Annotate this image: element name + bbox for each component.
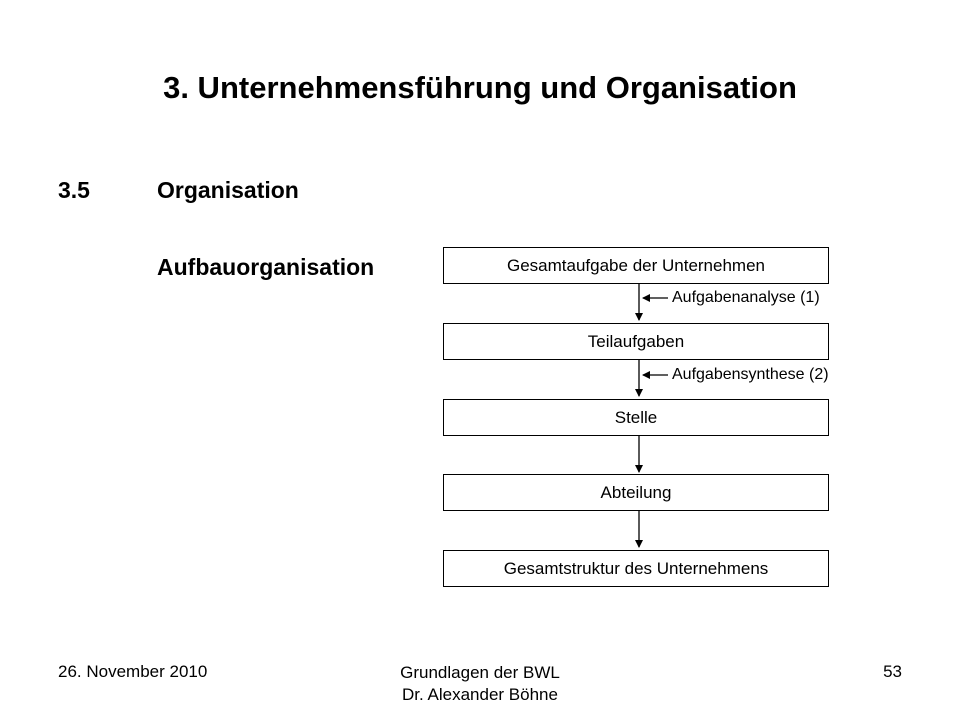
footer-page-number: 53 [883,662,902,681]
section-title: Organisation [157,177,299,203]
section-number: 3.5 [58,177,90,203]
annotation-aufgabenanalyse: Aufgabenanalyse (1) [672,289,820,306]
box-gesamtstruktur: Gesamtstruktur des Unternehmens [443,550,829,587]
box-teilaufgaben: Teilaufgaben [443,323,829,360]
slide-title: 3. Unternehmensführung und Organisation [163,70,797,105]
box-abteilung: Abteilung [443,474,829,511]
footer-date: 26. November 2010 [58,662,208,681]
annotation-aufgabensynthese: Aufgabensynthese (2) [672,366,829,383]
box-stelle: Stelle [443,399,829,436]
box-gesamtaufgabe: Gesamtaufgabe der Unternehmen [443,247,829,284]
footer-course-title: Grundlagen der BWL [400,663,560,682]
subheading-aufbauorganisation: Aufbauorganisation [157,254,375,280]
footer-author: Dr. Alexander Böhne [402,685,558,704]
footer-course [366,662,594,706]
